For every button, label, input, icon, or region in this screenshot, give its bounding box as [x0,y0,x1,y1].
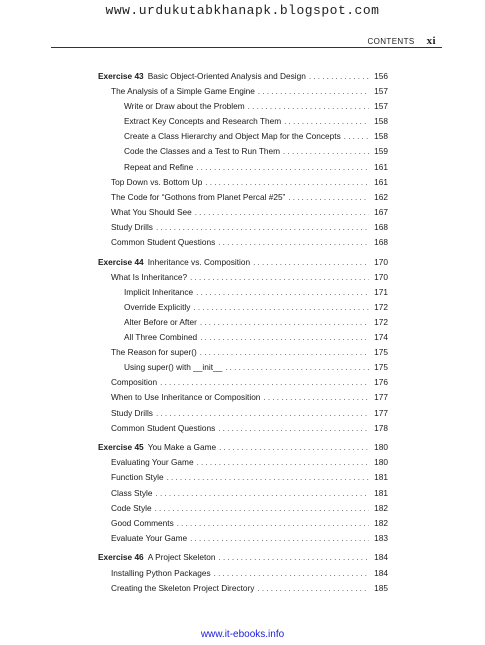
toc-exercise-entry [98,255,388,270]
toc-title: Using super() with __init__ [124,362,223,373]
dot-leader [263,390,369,405]
dot-leader [214,566,369,581]
toc-title: Extract Key Concepts and Research Them [124,116,282,127]
toc-entry [98,300,388,315]
toc-page-number: 159 [374,146,388,157]
dot-leader [156,486,370,501]
header-url: www.urdukutabkhanapk.blogspot.com [105,3,380,18]
dot-leader [196,285,369,300]
toc-entry [98,406,388,421]
toc-entry [98,99,388,114]
toc-title: Composition [111,377,158,388]
toc-entry [98,421,388,436]
toc-entry [98,235,388,250]
exercise-number: Exercise 44 [98,256,144,267]
toc-page-number: 178 [374,422,388,433]
toc-entry [98,390,388,405]
exercise-number: Exercise 46 [98,552,144,563]
toc-page-number: 161 [374,161,388,172]
toc-title: Function Style [111,472,164,483]
toc-title: Top Down vs. Bottom Up [111,176,203,187]
dot-leader [253,255,369,270]
table-of-contents [98,69,388,596]
toc-title: Alter Before or After [124,317,197,327]
toc-exercise-entry [98,440,388,455]
toc-page-number: 158 [374,116,388,127]
toc-entry [98,330,388,345]
toc-entry [98,175,388,190]
dot-leader [156,220,369,235]
toc-title: Installing Python Packages [111,567,211,578]
toc-title: Common Student Questions [111,422,216,433]
toc-page-number: 184 [374,552,388,563]
dot-leader [283,144,369,159]
toc-title: Implicit Inheritance [124,286,194,297]
toc-entry [98,516,388,531]
toc-page-number: 168 [374,237,388,248]
toc-page-number: 171 [374,286,388,297]
toc-page-number: 172 [374,317,388,327]
dot-leader [284,114,369,129]
toc-page-number: 180 [374,442,388,453]
toc-title: Good Comments [111,517,174,528]
dot-leader [218,235,369,250]
toc-entry [98,285,388,300]
toc-page-number: 162 [374,191,388,202]
dot-leader [257,581,369,596]
dot-leader [190,270,369,285]
toc-exercise-entry [98,550,388,565]
dot-leader [193,300,369,315]
toc-title: Common Student Questions [111,237,216,248]
toc-page-number: 158 [374,131,388,142]
dot-leader [219,440,369,455]
toc-page-number: 185 [374,582,388,593]
toc-entry [98,270,388,285]
toc-page-number: 170 [374,256,388,267]
toc-page-number: 157 [374,101,388,112]
dot-leader [200,315,369,330]
dot-leader [160,375,369,390]
toc-exercise-entry [98,69,388,84]
dot-leader [195,205,369,220]
dot-leader [309,69,369,84]
toc-page-number: 174 [374,332,388,343]
toc-entry [98,220,388,235]
toc-entry [98,205,388,220]
toc-entry [98,486,388,501]
toc-title: All Three Combined [124,332,198,343]
toc-title: Code the Classes and a Test to Run Them [124,146,281,157]
toc-page-number: 182 [374,502,388,513]
toc-title: You Make a Game [147,442,217,453]
toc-entry [98,345,388,360]
toc-page-number: 156 [374,71,388,81]
toc-page-number: 182 [374,517,388,528]
toc-page-number: 172 [374,301,388,312]
toc-entry [98,360,388,375]
toc-title: Create a Class Hierarchy and Object Map for the Concepts [124,131,341,142]
dot-leader [200,330,369,345]
footer-url[interactable]: www.it-ebooks.info [200,629,285,640]
toc-page-number: 177 [374,392,388,403]
dot-leader [205,175,369,190]
exercise-number: Exercise 45 [98,442,144,453]
toc-title: Repeat and Refine [124,161,194,172]
toc-title: What Is Inheritance? [111,271,188,282]
toc-entry [98,129,388,144]
toc-title: Inheritance vs. Composition [147,256,251,267]
toc-entry [98,455,388,470]
toc-page-number: 177 [374,407,388,418]
toc-title: When to Use Inheritance or Composition [111,392,261,403]
toc-entry [98,84,388,99]
toc-page-number: 184 [374,567,388,578]
toc-entry [98,190,388,205]
toc-title: Basic Object-Oriented Analysis and Design [147,71,306,81]
toc-title: Evaluate Your Game [111,532,188,543]
toc-entry [98,144,388,159]
toc-title: What You Should See [111,206,192,217]
dot-leader [177,516,369,531]
toc-page-number: 175 [374,362,388,373]
toc-title: Study Drills [111,407,153,418]
exercise-number: Exercise 43 [98,71,144,81]
toc-page-number: 176 [374,377,388,388]
dot-leader [344,129,369,144]
toc-entry [98,315,388,330]
dot-leader [197,455,369,470]
toc-page-number: 180 [374,457,388,468]
running-head [367,35,436,47]
toc-page-number: 157 [374,86,388,97]
dot-leader [167,470,369,485]
dot-leader [225,360,369,375]
toc-page-number: 183 [374,532,388,543]
toc-title: Creating the Skeleton Project Directory [111,582,255,593]
toc-title: Write or Draw about the Problem [124,101,245,112]
toc-entry [98,375,388,390]
toc-entry [98,531,388,546]
toc-title: Class Style [111,487,153,498]
toc-entry [98,581,388,596]
toc-title: A Project Skeleton [147,552,216,563]
dot-leader [218,421,369,436]
page-number: xi [426,35,436,47]
dot-leader [248,99,369,114]
toc-title: Study Drills [111,221,153,232]
toc-page-number: 175 [374,347,388,358]
running-head-label: CONTENTS [367,37,415,46]
header-rule [51,47,442,48]
toc-entry [98,114,388,129]
dot-leader [155,501,369,516]
toc-title: The Analysis of a Simple Game Engine [111,86,255,97]
toc-entry [98,566,388,581]
dot-leader [219,550,370,565]
toc-page-number: 170 [374,271,388,282]
toc-page-number: 161 [374,176,388,187]
dot-leader [190,531,369,546]
toc-page-number: 181 [374,487,388,498]
toc-title: Override Explicitly [124,301,191,312]
toc-title: Code Style [111,502,152,513]
toc-title: Evaluating Your Game [111,457,194,468]
toc-page-number: 167 [374,206,388,217]
toc-entry [98,501,388,516]
toc-page-number: 181 [374,472,388,483]
toc-title: The Reason for super() [111,347,197,358]
dot-leader [156,406,369,421]
dot-leader [200,345,369,360]
dot-leader [196,160,369,175]
dot-leader [258,84,369,99]
toc-entry [98,470,388,485]
toc-entry [98,160,388,175]
toc-title: The Code for “Gothons from Planet Percal #25” [111,191,286,202]
dot-leader [288,190,369,205]
toc-page-number: 168 [374,221,388,232]
